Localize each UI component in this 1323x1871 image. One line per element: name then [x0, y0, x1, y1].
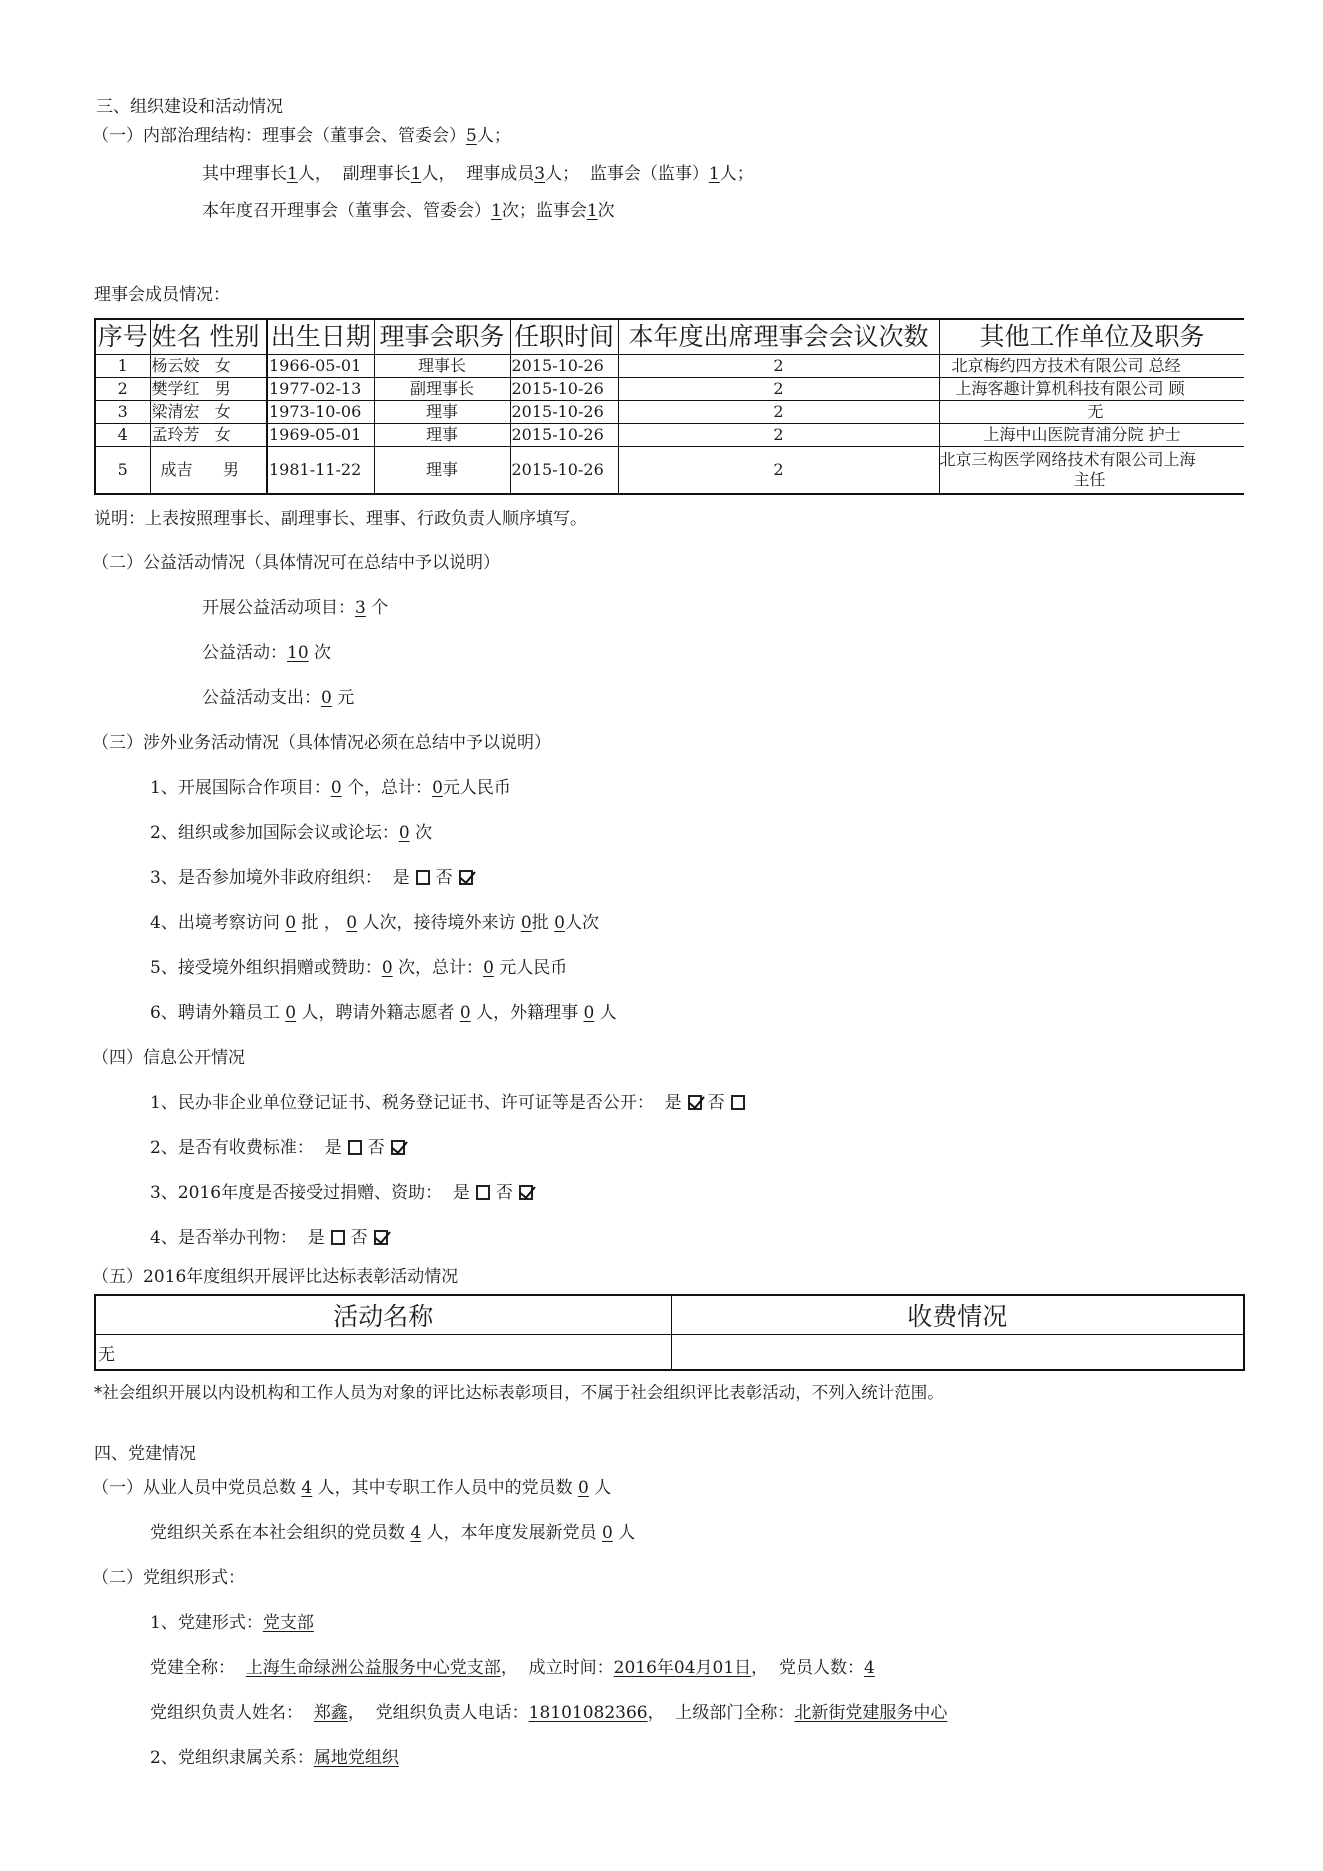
- no-label: 否: [707, 1093, 725, 1113]
- foreign-volunteers-unit: 人，外籍理事: [476, 1003, 579, 1023]
- foreign-volunteers-count: 0: [459, 1003, 471, 1023]
- vice-chair-unit: 人，: [421, 164, 456, 184]
- public-welfare-projects: [202, 597, 388, 619]
- party-in-org-value: 4: [410, 1523, 422, 1543]
- cell-name-gender: [150, 447, 267, 495]
- party-total-value: 4: [301, 1478, 313, 1498]
- party-leader-label: 党组织负责人姓名：: [150, 1703, 303, 1723]
- cell-no: 5: [95, 447, 150, 495]
- party-org-form-heading: （二）党组织形式：: [92, 1568, 245, 1588]
- table-row: [95, 447, 1244, 495]
- foreign-item-5-label: 5、接受境外组织捐赠或赞助：: [150, 958, 382, 978]
- header-cell: 活动名称: [95, 1295, 671, 1335]
- party-phone-label: 党组织负责人电话：: [375, 1703, 529, 1723]
- foreign-item-1-label: 1、开展国际合作项目：: [150, 778, 331, 798]
- cell-term: 2015-10-26: [510, 401, 618, 424]
- foreign-item-4: [150, 912, 599, 934]
- foreign-item-5: [150, 957, 567, 979]
- supervisor-count: 1: [708, 164, 720, 184]
- foreign-directors-unit: 人: [599, 1003, 617, 1023]
- cell-term: 2015-10-26: [510, 424, 618, 447]
- header-cell: 姓名 性别: [150, 319, 267, 355]
- cell-role: 理事长: [374, 355, 510, 378]
- table-row: [95, 424, 1244, 447]
- cell-birth: 1969-05-01: [267, 424, 374, 447]
- party-new-unit: 人: [618, 1523, 636, 1543]
- disclosure-item: [150, 1137, 411, 1159]
- table-row: [95, 1335, 1244, 1371]
- party-founded-value: 2016年04月01日: [613, 1658, 752, 1678]
- cell-no: 1: [95, 355, 150, 378]
- inbound-persons-unit: 人次: [564, 913, 599, 933]
- chair-unit: 人，: [297, 164, 332, 184]
- disclosure-item-label: 1、民办非企业单位登记证书、税务登记证书、许可证等是否公开：: [150, 1093, 654, 1113]
- no-checkbox[interactable]: [459, 870, 473, 885]
- party-form-line: [150, 1612, 314, 1634]
- cell-birth: 1973-10-06: [267, 401, 374, 424]
- cell-no: 2: [95, 378, 150, 401]
- cell-name-gender: [150, 401, 267, 424]
- section-4-title: 四、党建情况: [94, 1444, 196, 1464]
- inbound-batches-unit: 批: [531, 913, 549, 933]
- public-welfare-activities: [202, 642, 331, 664]
- no-label: 否: [435, 868, 453, 888]
- foreign-item-1-mid: 个，总计：: [347, 778, 433, 798]
- cell-other-line-2: 主任: [1073, 470, 1106, 489]
- header-cell: 任职时间: [510, 319, 618, 355]
- table-header-row: [95, 1295, 1244, 1335]
- party-fullname-value: 上海生命绿洲公益服务中心党支部: [245, 1658, 501, 1678]
- cell-other-line-1: 北京三构医学网络技术有限公司上海: [939, 450, 1196, 469]
- projects-label: 开展公益活动项目：: [202, 598, 355, 618]
- foreign-item-2: [150, 822, 432, 844]
- foreign-item-2-count: 0: [398, 823, 410, 843]
- foreign-item-1-unit: 元人民币: [442, 778, 511, 798]
- party-new-label: 人，本年度发展新党员: [426, 1523, 597, 1543]
- cell-role: 理事: [374, 424, 510, 447]
- foreign-item-5-mid: 次，总计：: [398, 958, 484, 978]
- cell-birth: 1977-02-13: [267, 378, 374, 401]
- cell-attendance: 2: [618, 424, 939, 447]
- chair-label: 其中理事长: [202, 164, 287, 184]
- board-meetings-unit: 次；: [501, 201, 536, 221]
- foreign-donations-count: 0: [381, 958, 393, 978]
- header-cell: 序号: [95, 319, 150, 355]
- board-members-note: 说明：上表按照理事长、副理事长、理事、行政负责人顺序填写。: [94, 509, 587, 529]
- foreign-item-2-unit: 次: [415, 823, 433, 843]
- separator: ，: [751, 1658, 769, 1678]
- header-cell: 收费情况: [671, 1295, 1244, 1335]
- party-affiliation-line: [150, 1747, 399, 1769]
- cell-term: 2015-10-26: [510, 355, 618, 378]
- party-affiliation-value: 属地党组织: [313, 1748, 399, 1768]
- yes-label: 是: [324, 1138, 342, 1158]
- supervisor-label: 监事会（监事）: [589, 164, 709, 184]
- governance-heading-label: （一）内部治理结构：理事会（董事会、管委会）: [92, 126, 466, 146]
- cell-no: 3: [95, 401, 150, 424]
- header-cell: 出生日期: [267, 319, 374, 355]
- chair-count: 1: [287, 164, 298, 184]
- foreign-staff-count: 0: [285, 1003, 297, 1023]
- expense-unit: 元: [337, 688, 355, 708]
- party-in-org-label: 党组织关系在本社会组织的党员数: [150, 1523, 405, 1543]
- table-row: [95, 355, 1244, 378]
- foreign-item-4-label: 4、出境考察访问: [150, 913, 280, 933]
- cell-name-gender: [150, 378, 267, 401]
- header-cell: 其他工作单位及职务: [939, 319, 1244, 355]
- no-label: 否: [495, 1183, 513, 1203]
- cell-attendance: 2: [618, 447, 939, 495]
- outbound-persons-unit: 人次，接待境外来访: [362, 913, 516, 933]
- disclosure-item: [150, 1182, 539, 1204]
- cell-name-gender: [150, 355, 267, 378]
- cell-name: 梁清宏: [151, 402, 200, 421]
- party-fulltime-label: 人，其中专职工作人员中的党员数: [317, 1478, 573, 1498]
- yes-checkbox[interactable]: [688, 1095, 702, 1110]
- foreign-affairs-heading: （三）涉外业务活动情况（具体情况必须在总结中予以说明）: [92, 733, 551, 753]
- yes-label: 是: [307, 1228, 325, 1248]
- cell-gender: 男: [223, 460, 240, 479]
- party-leader-value: 郑鑫: [313, 1703, 348, 1723]
- section-3-title: 三、组织建设和活动情况: [96, 97, 283, 117]
- vice-chair-count: 1: [410, 164, 422, 184]
- cell-other: 无: [939, 401, 1244, 424]
- supervisor-unit: 人；: [719, 164, 754, 184]
- board-meetings-label: 本年度召开理事会（董事会、管委会）: [202, 201, 491, 221]
- cell-role: 理事: [374, 447, 510, 495]
- cell-gender: 女: [214, 402, 231, 421]
- projects-unit: 个: [371, 598, 389, 618]
- separator: ，: [500, 1658, 518, 1678]
- cell-other: 上海中山医院青浦分院 护士: [939, 424, 1244, 447]
- supervisor-meetings-unit: 次: [597, 201, 615, 221]
- supervisor-meetings-count: 1: [586, 201, 598, 221]
- member-label: 理事成员: [466, 164, 535, 184]
- yes-checkbox[interactable]: [416, 870, 430, 885]
- party-fullname-label: 党建全称：: [150, 1658, 235, 1678]
- cell-gender: 女: [214, 425, 231, 444]
- disclosure-item: [150, 1092, 751, 1114]
- foreign-item-6-label: 6、聘请外籍员工: [150, 1003, 280, 1023]
- no-checkbox[interactable]: [391, 1140, 405, 1155]
- header-cell: 理事会职务: [374, 319, 510, 355]
- outbound-batches-unit: 批 ，: [301, 913, 341, 933]
- projects-value: 3: [355, 598, 366, 618]
- table-row: [95, 378, 1244, 401]
- no-label: 否: [367, 1138, 385, 1158]
- party-members-line-1: [92, 1477, 611, 1499]
- yes-label: 是: [452, 1183, 470, 1203]
- party-form-label: 1、党建形式：: [150, 1613, 263, 1633]
- member-count: 3: [534, 164, 546, 184]
- cell-term: 2015-10-26: [510, 447, 618, 495]
- party-affiliation-label: 2、党组织隶属关系：: [150, 1748, 314, 1768]
- supervisor-meetings-label: 监事会: [535, 201, 587, 221]
- no-checkbox[interactable]: [374, 1230, 388, 1245]
- yes-label: 是: [664, 1093, 682, 1113]
- cell-gender: 女: [214, 356, 231, 375]
- cell-attendance: 2: [618, 355, 939, 378]
- board-members-table-clip: [0, 0, 1244, 520]
- inbound-batches: 0: [520, 913, 532, 933]
- header-cell: 本年度出席理事会会议次数: [618, 319, 939, 355]
- cell-other: [939, 447, 1244, 495]
- table-row: [95, 401, 1244, 424]
- party-fulltime-value: 0: [578, 1478, 589, 1498]
- cell-gender: 男: [214, 379, 231, 398]
- table-header-row: [95, 319, 1244, 355]
- outbound-batches: 0: [285, 913, 297, 933]
- activities-value: 10: [287, 643, 309, 663]
- member-unit: 人；: [545, 164, 580, 184]
- vice-chair-label: 副理事长: [342, 164, 411, 184]
- cell-name: 樊学红: [151, 379, 200, 398]
- public-welfare-expense: [202, 687, 354, 709]
- party-count-value: 4: [863, 1658, 875, 1678]
- yes-checkbox[interactable]: [348, 1140, 362, 1155]
- cell-name: 成吉: [160, 460, 193, 479]
- cell-name-gender: [150, 424, 267, 447]
- yes-checkbox[interactable]: [476, 1185, 490, 1200]
- board-size-value: 5: [466, 126, 477, 146]
- activities-unit: 次: [314, 643, 332, 663]
- party-leader-line: [150, 1702, 947, 1724]
- party-fullname-line: [150, 1657, 875, 1679]
- foreign-item-1-count: 0: [330, 778, 342, 798]
- separator: ，: [647, 1703, 665, 1723]
- cell-name: 杨云姣: [151, 356, 200, 375]
- cell-attendance: 2: [618, 378, 939, 401]
- expense-label: 公益活动支出：: [202, 688, 321, 708]
- party-fulltime-unit: 人: [594, 1478, 612, 1498]
- cell-no: 4: [95, 424, 150, 447]
- foreign-donations-amount: 0: [483, 958, 494, 978]
- foreign-directors-count: 0: [583, 1003, 595, 1023]
- foreign-item-1-amount: 0: [432, 778, 443, 798]
- disclosure-item: [150, 1227, 394, 1249]
- cell-attendance: 2: [618, 401, 939, 424]
- awards-heading: （五）2016年度组织开展评比达标表彰活动情况: [92, 1267, 459, 1287]
- party-new-value: 0: [602, 1523, 613, 1543]
- party-members-line-2: [150, 1522, 635, 1544]
- foreign-staff-unit: 人，聘请外籍志愿者: [301, 1003, 455, 1023]
- no-checkbox[interactable]: [519, 1185, 533, 1200]
- expense-value: 0: [321, 688, 332, 708]
- cell-name: 孟玲芳: [151, 425, 200, 444]
- party-total-label: （一）从业人员中党员总数: [92, 1478, 296, 1498]
- foreign-item-1: [150, 777, 511, 799]
- party-superior-value: 北新街党建服务中心: [794, 1703, 948, 1723]
- board-meetings-count: 1: [491, 201, 502, 221]
- party-count-label: 党员人数：: [778, 1658, 864, 1678]
- disclosure-item-label: 4、是否举办刊物：: [150, 1228, 297, 1248]
- awards-table: [94, 1294, 1245, 1371]
- cell-role: 理事: [374, 401, 510, 424]
- cell-birth: 1966-05-01: [267, 355, 374, 378]
- public-welfare-heading: （二）公益活动情况（具体情况可在总结中予以说明）: [92, 553, 500, 573]
- yes-checkbox[interactable]: [331, 1230, 345, 1245]
- party-form-value: 党支部: [262, 1613, 314, 1633]
- foreign-item-3-label: 3、是否参加境外非政府组织：: [150, 868, 382, 888]
- board-members-table: [94, 318, 1244, 495]
- inbound-persons: 0: [554, 913, 565, 933]
- no-checkbox[interactable]: [731, 1095, 745, 1110]
- disclosure-item-label: 2、是否有收费标准：: [150, 1138, 314, 1158]
- foreign-item-5-unit: 元人民币: [499, 958, 568, 978]
- cell-term: 2015-10-26: [510, 378, 618, 401]
- disclosure-item-label: 3、2016年度是否接受过捐赠、资助：: [150, 1183, 443, 1203]
- awards-footnote: *社会组织开展以内设机构和工作人员为对象的评比达标表彰项目，不属于社会组织评比表彰活动，不列入统计范围。: [94, 1383, 944, 1402]
- cell-role: 副理事长: [374, 378, 510, 401]
- cell-other: 北京梅约四方技术有限公司 总经: [939, 355, 1244, 378]
- cell-birth: 1981-11-22: [267, 447, 374, 495]
- foreign-item-2-label: 2、组织或参加国际会议或论坛：: [150, 823, 399, 843]
- party-phone-value: 18101082366: [528, 1703, 648, 1723]
- cell-fee: [671, 1335, 1244, 1371]
- activities-label: 公益活动：: [202, 643, 287, 663]
- disclosure-heading: （四）信息公开情况: [92, 1048, 245, 1068]
- outbound-persons: 0: [346, 913, 358, 933]
- party-founded-label: 成立时间：: [528, 1658, 614, 1678]
- cell-activity-name: 无: [95, 1335, 671, 1371]
- no-label: 否: [350, 1228, 368, 1248]
- yes-label: 是: [392, 868, 410, 888]
- separator: ，: [347, 1703, 365, 1723]
- foreign-item-3: [150, 867, 479, 889]
- foreign-item-6: [150, 1002, 617, 1024]
- party-superior-label: 上级部门全称：: [675, 1703, 795, 1723]
- governance-heading-suffix: 人；: [476, 126, 511, 146]
- cell-other: 上海客趣计算机科技有限公司 顾: [939, 378, 1244, 401]
- board-members-caption: 理事会成员情况：: [94, 285, 230, 305]
